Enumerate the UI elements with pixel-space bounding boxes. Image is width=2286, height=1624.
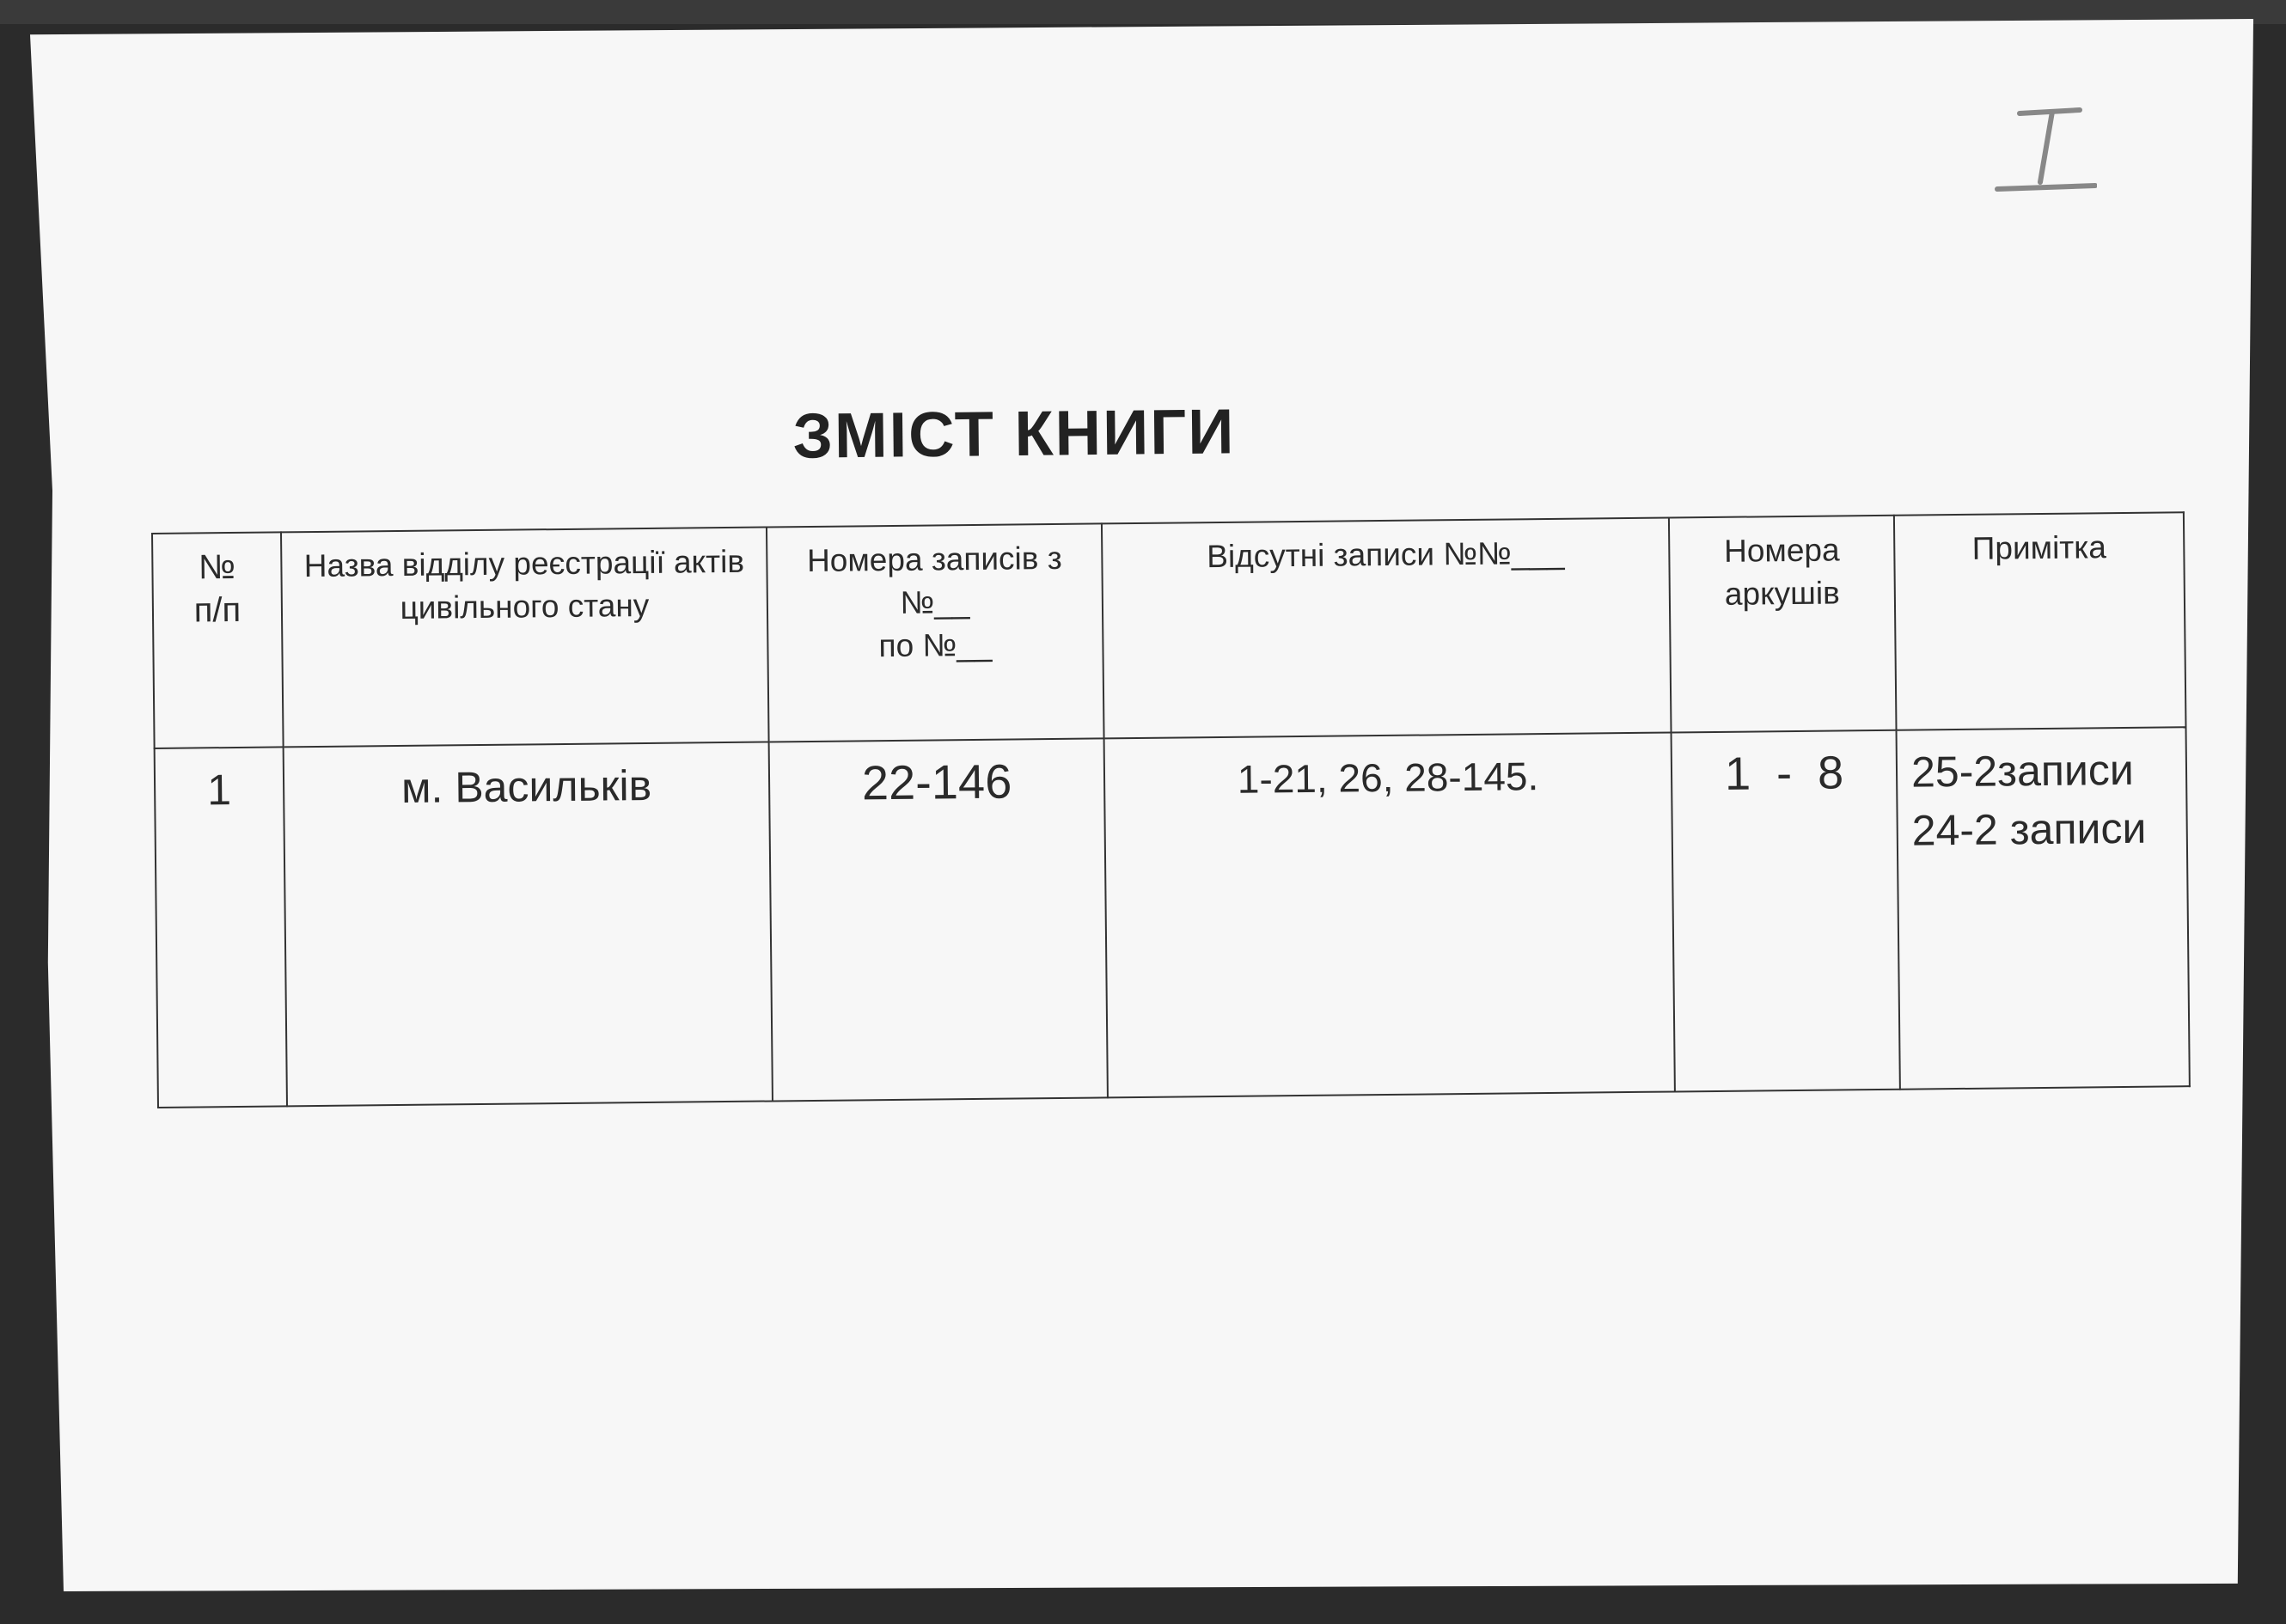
header-number: № п/п: [152, 532, 284, 748]
cell-missing-records: 1-21, 26, 28-145.: [1104, 732, 1675, 1097]
cell-department-name: м. Васильків: [284, 742, 773, 1106]
header-sheet-numbers: Номера аркушів: [1669, 516, 1897, 733]
cell-sheet-numbers: 1 - 8: [1672, 730, 1900, 1092]
cell-number: 1: [155, 747, 287, 1108]
header-missing-records: Відсутні записи №№___: [1102, 518, 1672, 739]
handwritten-page-number: [1994, 103, 2097, 206]
note-line: 25-2записи: [1910, 745, 2135, 797]
cell-record-range: 22-146: [769, 738, 1108, 1101]
scan-background-edge: [0, 0, 2286, 24]
header-note: Примітка: [1894, 512, 2186, 730]
table-header-row: [152, 512, 2185, 748]
contents-table-wrapper: [151, 511, 2189, 1108]
header-record-range: Номера записів з №__ по №__: [767, 523, 1104, 742]
page-title: ЗМІСТ КНИГИ: [792, 395, 1236, 472]
note-line: 24-2 записи: [1911, 803, 2147, 855]
contents-table: [151, 511, 2191, 1108]
header-department-name: Назва відділу реєстрації актів цивільного стану: [281, 528, 769, 748]
cell-note: [1897, 727, 2190, 1090]
table-row: [155, 727, 2190, 1108]
